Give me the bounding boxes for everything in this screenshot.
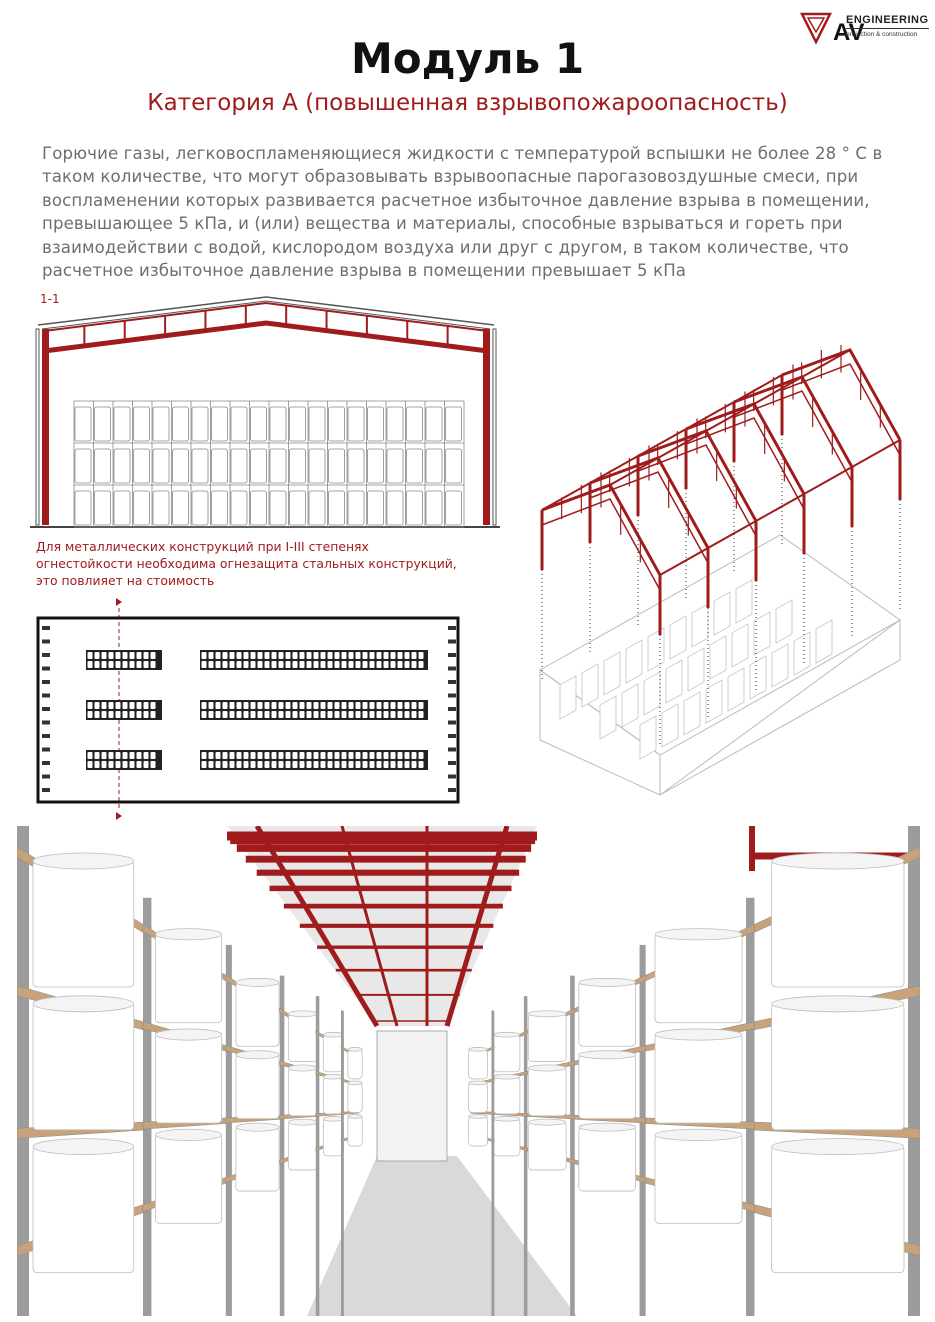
- section-elevation-drawing: [30, 295, 500, 535]
- logo-brand: ENGINEERING: [846, 14, 929, 29]
- section-label: 1-1: [40, 292, 60, 306]
- warehouse-interior-render: [17, 826, 920, 1316]
- category-description: Горючие газы, легковоспламеняющиеся жидкости с температурой вспышки не более 28 ° С в таком количестве, что могут образовывать взрывоопасные парогазовоздушные смеси, при воспламенении которых развивается расчетное избыточное давление взрыва в помещении, превышающее 5 кПа, и (или) вещества и материалы, способные взрываться и гореть при взаимодействии с водой, кислородом воздуха или друг с другом, в таком количестве, что расчетное избыточное давление взрыва в помещении превышает 5 кПа: [42, 144, 883, 281]
- floor-plan-drawing: [30, 598, 470, 823]
- fire-protection-note: Для металлических конструкций при I-III степенях огнестойкости необходима огнезащита стальных конструкций, это повлияет на стоимость: [36, 539, 457, 588]
- page-subtitle: Категория А (повышенная взрывопожароопасность): [147, 90, 788, 116]
- axonometric-frame-drawing: [530, 345, 920, 800]
- logo-mark: AV: [833, 19, 865, 46]
- logo-tagline: projection & construction: [846, 31, 918, 38]
- section-arrow-top-icon: [116, 598, 122, 606]
- page-title: Модуль 1: [350, 34, 585, 83]
- section-arrow-bottom-icon: [116, 812, 122, 820]
